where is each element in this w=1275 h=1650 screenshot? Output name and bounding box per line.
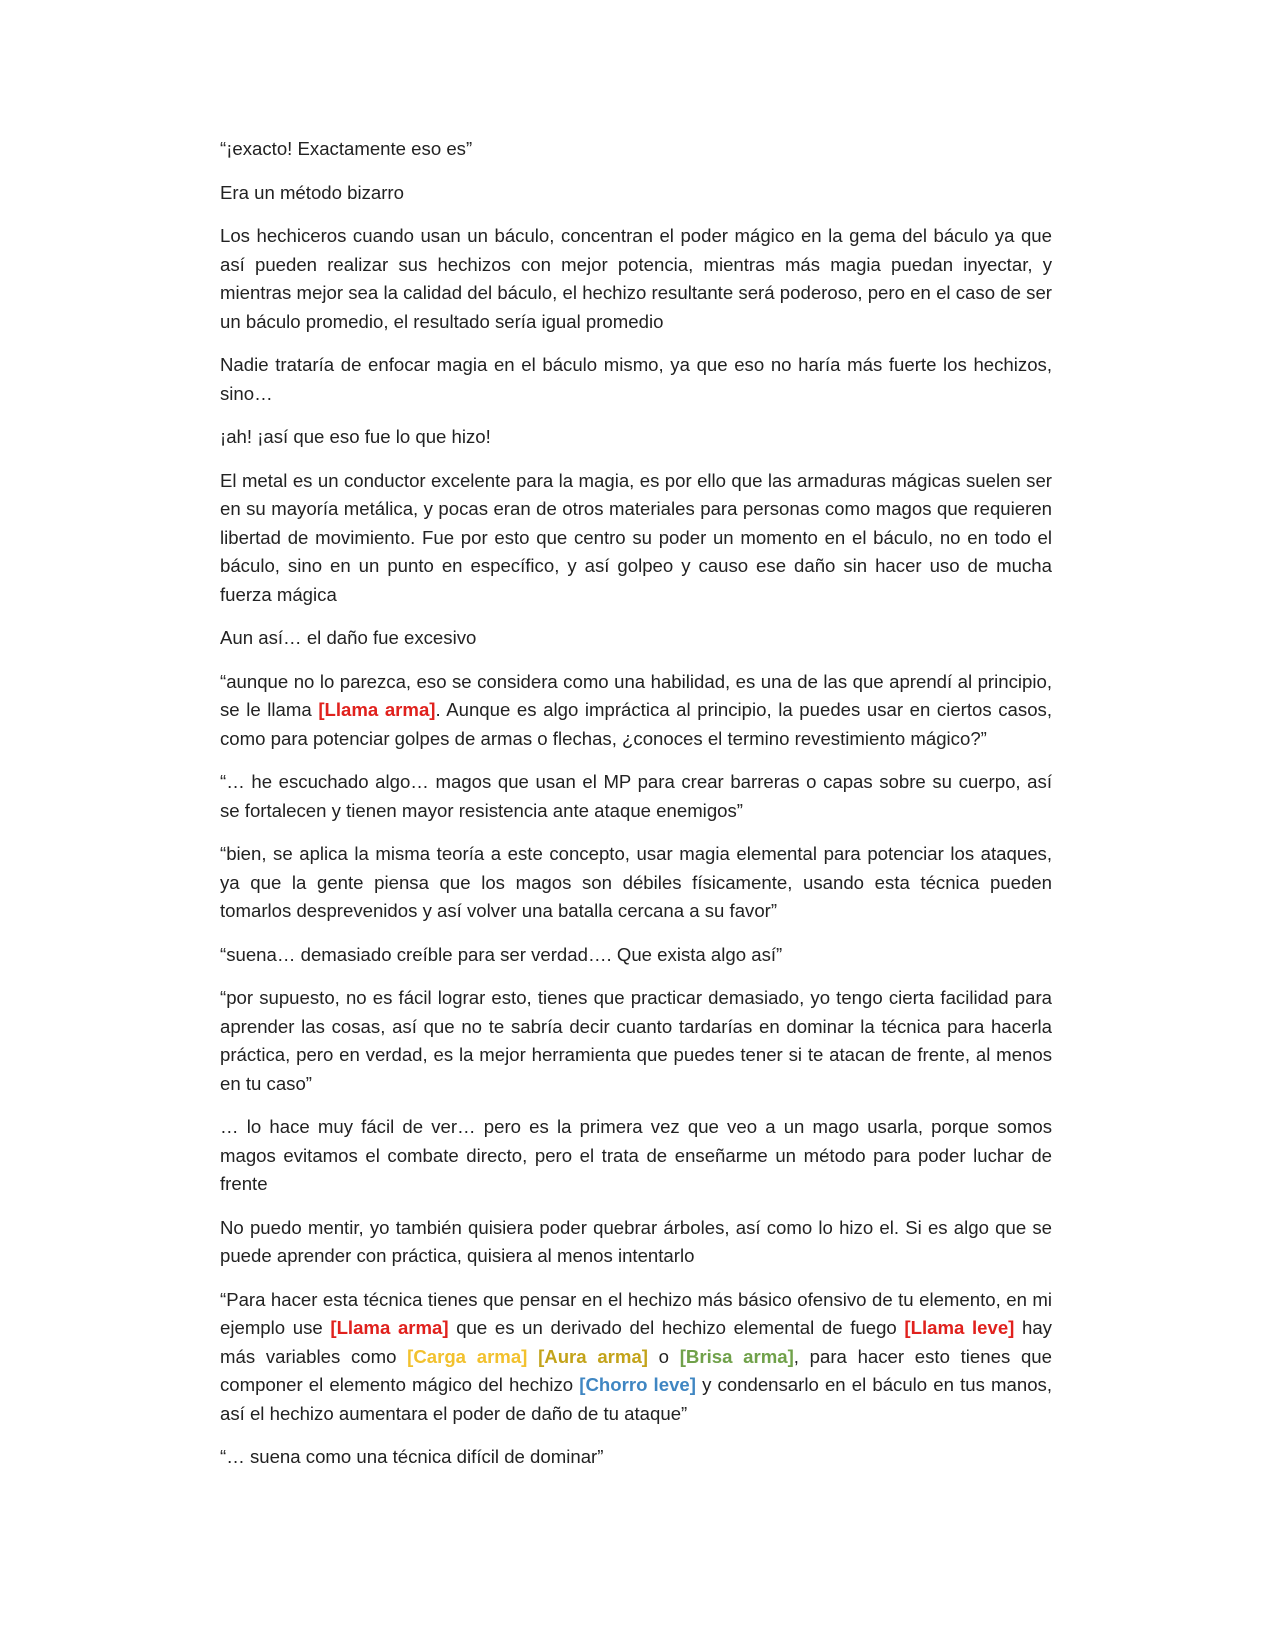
skill-carga-arma: [Carga arma] (407, 1345, 528, 1367)
paragraph-15-text-g: y condensarlo en el báculo en tus manos, así el hechizo aumentara el poder de daño de tu ataque” (220, 1374, 1052, 1424)
paragraph-5: ¡ah! ¡así que eso fue lo que hizo! (220, 426, 491, 447)
paragraph-11: “suena… demasiado creíble para ser verdad…. Que exista algo así” (220, 943, 783, 965)
paragraph-7: Aun así… el daño fue excesivo (220, 627, 477, 648)
skill-chorro-leve: [Chorro leve] (579, 1374, 696, 1395)
skill-llama-arma: [Llama arma] (318, 699, 436, 720)
paragraph-15-text-b: que es un derivado del hechizo elemental de fuego (448, 1317, 905, 1338)
document-page (220, 135, 1052, 1487)
paragraph-15 (220, 1286, 1052, 1429)
paragraph-8-text-b: . Aunque es algo impráctica al principio, la puedes usar en ciertos casos, como para potenciar golpes de armas o flechas, ¿conoces el termino revestimiento mágico?” (220, 699, 1053, 749)
paragraph-6: El metal es un conductor excelente para la magia, es por ello que las armaduras mágicas suelen ser en su mayoría metálica, y pocas eran de otros materiales para personas como magos que requieren libertad de movimiento. Fue por esto que centro su poder un momento en el báculo, no en todo el báculo, sino en un punto en específico, y así golpeo y causo ese daño sin hacer uso de mucha fuerza mágica (220, 469, 1052, 605)
skill-brisa-arma: [Brisa arma] (679, 1345, 794, 1367)
paragraph-8-text-a: “aunque no lo parezca, eso se considera como una habilidad, es una de las que aprendí al principio, se le llama (220, 670, 1052, 720)
paragraph-15-text-d (527, 1346, 538, 1367)
paragraph-2: Era un método bizarro (220, 181, 404, 203)
paragraph-13: … lo hace muy fácil de ver… pero es la primera vez que veo a un mago usarla, porque somos magos evitamos el combate directo, pero el trata de enseñarme un método para poder luchar de frente (220, 1116, 1052, 1194)
paragraph-1: “¡exacto! Exactamente eso es” (220, 138, 473, 159)
skill-llama-arma: [Llama arma] (330, 1317, 449, 1338)
skill-llama-leve: [Llama leve] (904, 1317, 1015, 1338)
paragraph-15-text-a: “Para hacer esta técnica tienes que pensar en el hechizo más básico ofensivo de tu elemento, en mi ejemplo use (220, 1288, 1052, 1338)
paragraph-12: “por supuesto, no es fácil lograr esto, tienes que practicar demasiado, yo tengo cierta facilidad para aprender las cosas, así que no te sabría decir cuanto tardarías en dominar la técnica para hacerla práctica, pero en verdad, es la mejor herramienta que puedes tener si te atacan de frente, al menos en tu caso” (220, 987, 1052, 1094)
paragraph-14: No puedo mentir, yo también quisiera poder quebrar árboles, así como lo hizo el. Si es algo que se puede aprender con práctica, quisiera al menos intentarlo (220, 1216, 1052, 1266)
paragraph-15-text-c: hay más variables como (220, 1317, 1052, 1367)
paragraph-15-text-f: , para hacer esto tienes que componer el elemento mágico del hechizo (220, 1345, 1052, 1395)
paragraph-10: “bien, se aplica la misma teoría a este concepto, usar magia elemental para potenciar los ataques, ya que la gente piensa que los magos son débiles físicamente, usando esta técnica pueden tomarlos desprevenidos y así volver una batalla cercana a su favor” (220, 843, 1052, 921)
paragraph-9: “… he escuchado algo… magos que usan el MP para crear barreras o capas sobre su cuerpo, así se fortalecen y tienen mayor resistencia ante ataque enemigos” (220, 771, 1052, 821)
paragraph-8 (220, 668, 1052, 754)
skill-aura-arma: [Aura arma] (538, 1345, 648, 1367)
paragraph-16: “… suena como una técnica difícil de dominar” (220, 1446, 604, 1467)
paragraph-4: Nadie trataría de enfocar magia en el báculo mismo, ya que eso no haría más fuerte los hechizos, sino… (220, 354, 1052, 404)
paragraph-3: Los hechiceros cuando usan un báculo, concentran el poder mágico en la gema del báculo ya que así pueden realizar sus hechizos con mejor potencia, mientras más magia puedan inyectar, y mientras mejor sea la calidad del báculo, el hechizo resultante será poderoso, pero en el caso de ser un báculo promedio, el resultado sería igual promedio (220, 225, 1052, 332)
paragraph-15-text-e: o (647, 1345, 680, 1367)
